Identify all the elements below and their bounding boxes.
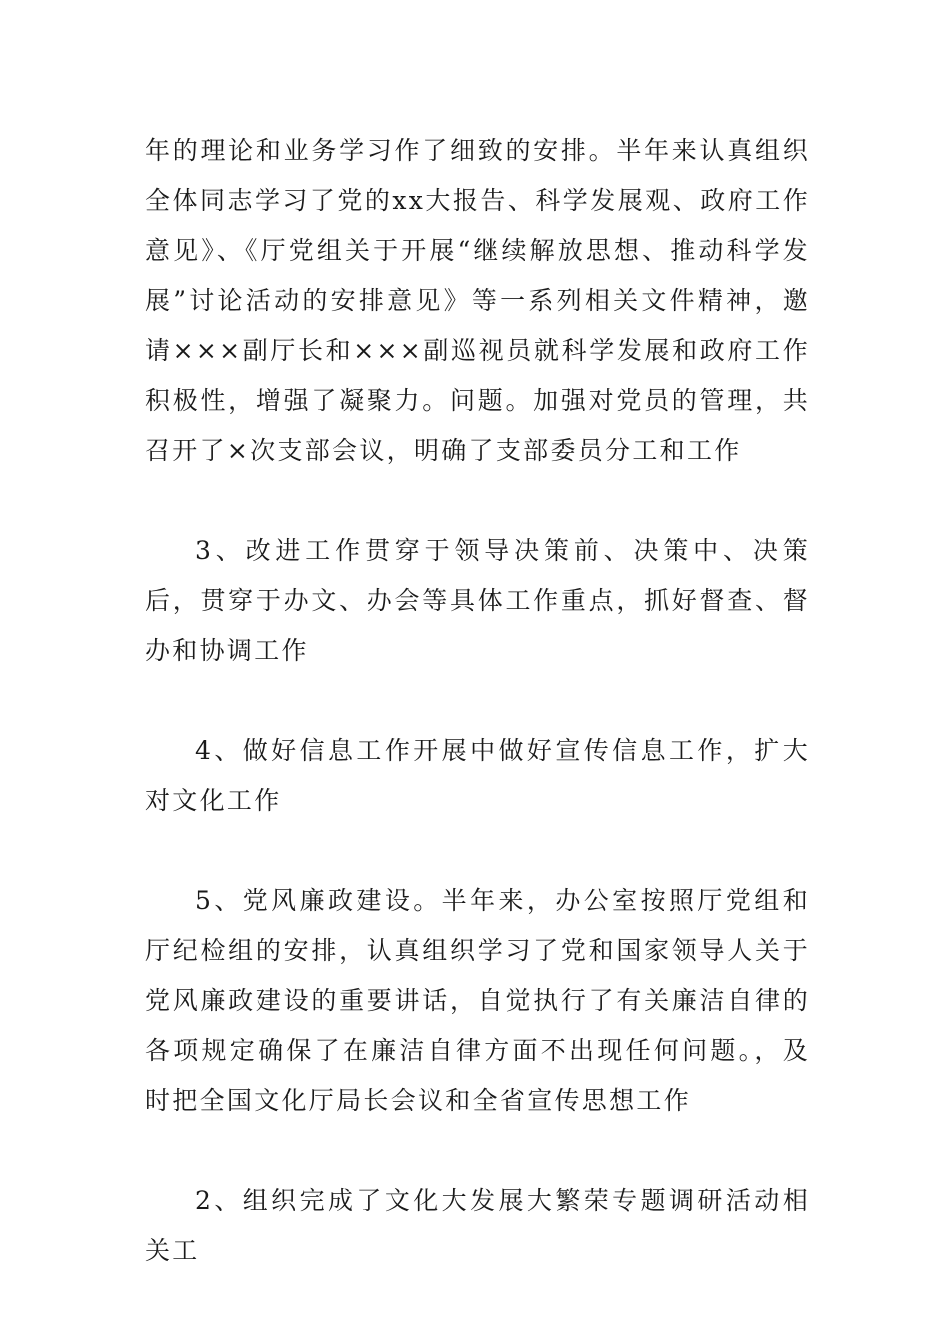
paragraph-item-4: 4、做好信息工作开展中做好宣传信息工作，扩大对文化工作 [145, 736, 810, 815]
paragraph-item-5: 5、党风廉政建设。半年来，办公室按照厅党组和厅纪检组的安排，认真组织学习了党和国家领导人关于党风廉政建设的重要讲话，自觉执行了有关廉洁自律的各项规定确保了在廉洁自律方面不出现任何问题。，及时把全国文化厅局长会议和全省宣传思想工作 [145, 886, 810, 1115]
paragraph-gap [145, 476, 810, 526]
paragraph-gap [145, 676, 810, 726]
paragraph-gap [145, 1126, 810, 1176]
paragraph-item-2: 2、组织完成了文化大发展大繁荣专题调研活动相关工 [145, 1186, 810, 1265]
paragraph-item-3: 3、改进工作贯穿于领导决策前、决策中、决策后，贯穿于办文、办会等具体工作重点，抓好督查、督办和协调工作 [145, 536, 810, 665]
document-body [145, 126, 810, 1276]
paragraph-continuation: 年的理论和业务学习作了细致的安排。半年来认真组织全体同志学习了党的xx大报告、科学发展观、政府工作意见》、《厅党组关于开展“继续解放思想、推动科学发展”讨论活动的安排意见》等一系列相关文件精神，邀请×××副厅长和×××副巡视员就科学发展和政府工作积极性，增强了凝聚力。问题。加强对党员的管理，共召开了×次支部会议，明确了支部委员分工和工作 [145, 136, 810, 465]
paragraph-gap [145, 826, 810, 876]
